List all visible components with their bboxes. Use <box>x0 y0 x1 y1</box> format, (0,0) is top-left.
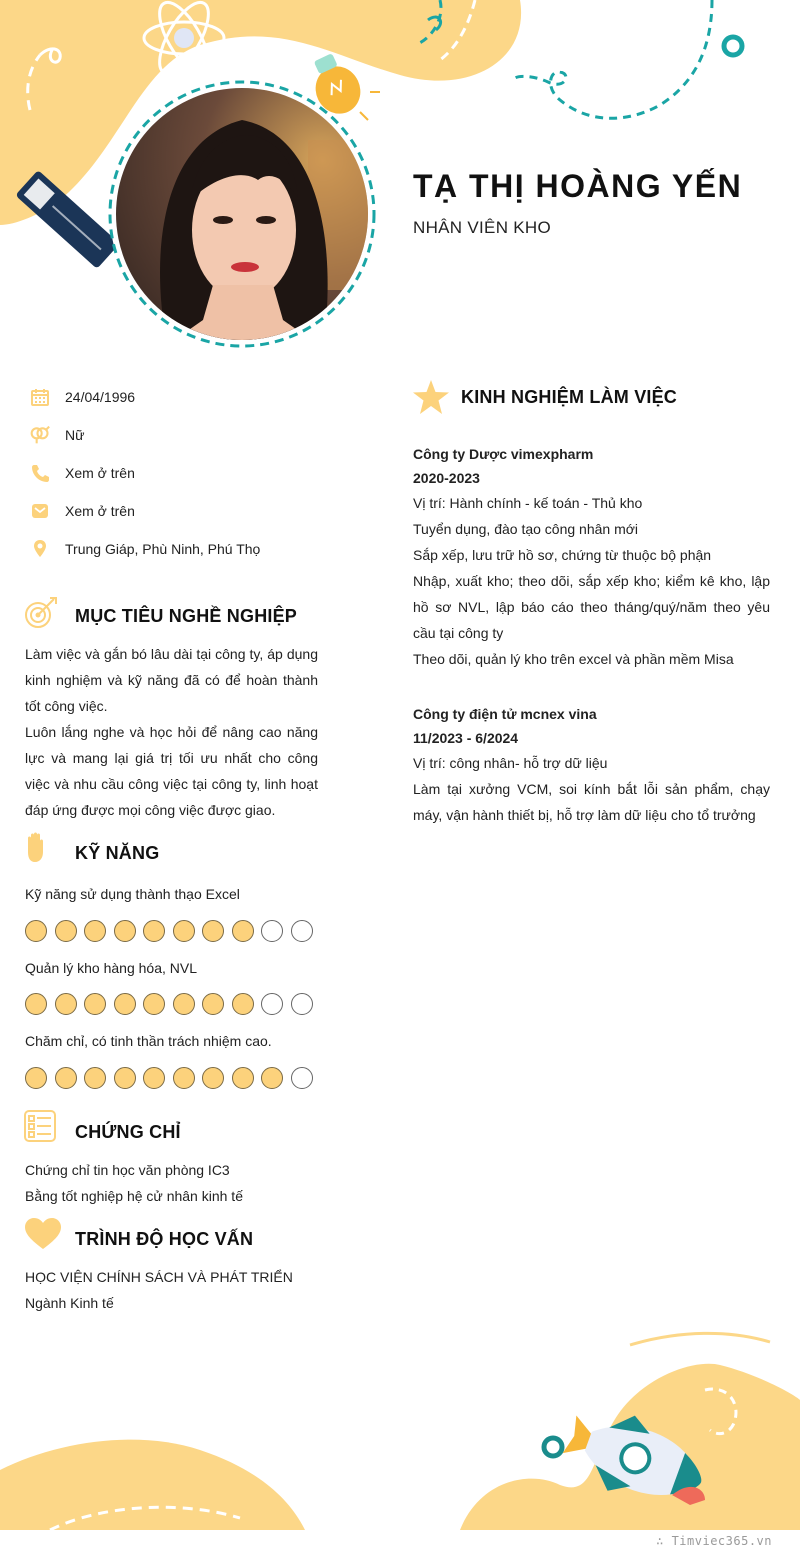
rating-dot-filled <box>173 1067 195 1089</box>
email-value: Xem ở trên <box>65 503 135 519</box>
skill-rating <box>25 1067 313 1089</box>
rating-dot-empty <box>291 920 313 942</box>
certificates-title: CHỨNG CHỈ <box>75 1122 181 1142</box>
job-line: Nhập, xuất kho; theo dõi, sắp xếp kho; kiểm kê kho, lập hồ sơ NVL, lập báo cáo theo tháng/quý/năm theo yêu cầu tại công ty <box>413 573 770 641</box>
info-phone <box>30 461 135 485</box>
rating-dot-empty <box>261 920 283 942</box>
phone-icon <box>30 463 50 483</box>
location-pin-icon <box>30 539 50 559</box>
rating-dot-filled <box>84 920 106 942</box>
gender-icon <box>30 425 50 445</box>
certificate-item: Chứng chỉ tin học văn phòng IC3 <box>25 1162 230 1178</box>
job-entry <box>413 702 770 828</box>
rating-dot-filled <box>232 920 254 942</box>
education-school: HỌC VIỆN CHÍNH SÁCH VÀ PHÁT TRIỂN <box>25 1269 293 1285</box>
info-birthday <box>30 385 136 409</box>
rating-dot-filled <box>114 1067 136 1089</box>
skills-title: KỸ NĂNG <box>75 843 160 863</box>
job-position: NHÂN VIÊN KHO <box>413 218 552 237</box>
rating-dot-filled <box>261 1067 283 1089</box>
candidate-name: TẠ THỊ HOÀNG YẾN <box>413 168 743 204</box>
skill-label: Quản lý kho hàng hóa, NVL <box>25 960 198 976</box>
job-line: Theo dõi, quản lý kho trên excel và phần mềm Misa <box>413 651 734 667</box>
job-line: Vị trí: Hành chính - kế toán - Thủ kho <box>413 495 643 511</box>
objective-paragraph: Luôn lắng nghe và học hỏi để nâng cao năng lực và mang lại giá trị tối ưu nhất cho công việc và nhu cầu công việc tại công ty, linh hoạt đáp ứng được mọi công việc được giao. <box>25 724 318 818</box>
job-company: Công ty Dược vimexpharm <box>413 446 594 462</box>
job-line: Vị trí: công nhân- hỗ trợ dữ liệu <box>413 755 608 771</box>
rating-dot-filled <box>143 993 165 1015</box>
rating-dot-filled <box>114 920 136 942</box>
objective-text <box>25 641 318 823</box>
job-period: 2020-2023 <box>413 470 480 486</box>
heart-icon <box>25 1218 61 1255</box>
rating-dot-filled <box>114 993 136 1015</box>
info-email <box>30 499 135 523</box>
watermark: ∴ Timviec365.vn <box>656 1534 772 1548</box>
rating-dot-filled <box>55 920 77 942</box>
objective-paragraph: Làm việc và gắn bó lâu dài tại công ty, áp dụng kinh nghiệm và kỹ năng đã có để hoàn thành tốt công việc. <box>25 646 318 714</box>
education-title: TRÌNH ĐỘ HỌC VẤN <box>75 1229 254 1249</box>
gender-value: Nữ <box>65 427 85 443</box>
rating-dot-filled <box>55 993 77 1015</box>
rating-dot-filled <box>25 1067 47 1089</box>
rating-dot-filled <box>143 1067 165 1089</box>
birthday-value: 24/04/1996 <box>65 389 136 405</box>
rating-dot-filled <box>25 993 47 1015</box>
rating-dot-empty <box>291 1067 313 1089</box>
target-icon <box>24 596 58 635</box>
job-company: Công ty điện tử mcnex vina <box>413 706 597 722</box>
rating-dot-filled <box>25 920 47 942</box>
skill-label: Kỹ năng sử dụng thành thạo Excel <box>25 886 240 902</box>
skill-rating <box>25 920 313 942</box>
job-line: Làm tại xưởng VCM, soi kính bắt lỗi sản phẩm, chạy máy, vận hành thiết bị, hỗ trợ làm dữ liệu cho tổ trưởng <box>413 781 770 823</box>
rating-dot-filled <box>232 993 254 1015</box>
info-gender <box>30 423 85 447</box>
job-entry <box>413 442 770 672</box>
rating-dot-empty <box>261 993 283 1015</box>
info-address <box>30 537 261 561</box>
mail-icon <box>30 501 50 521</box>
rating-dot-filled <box>202 1067 224 1089</box>
experience-title: KINH NGHIỆM LÀM VIỆC <box>461 387 678 407</box>
job-line: Sắp xếp, lưu trữ hồ sơ, chứng từ thuộc bộ phận <box>413 547 712 563</box>
rating-dot-filled <box>55 1067 77 1089</box>
calendar-icon <box>30 387 50 407</box>
rating-dot-filled <box>143 920 165 942</box>
phone-value: Xem ở trên <box>65 465 135 481</box>
rating-dot-filled <box>232 1067 254 1089</box>
checklist-icon <box>24 1110 56 1147</box>
hand-icon <box>24 832 48 869</box>
avatar <box>108 80 376 348</box>
job-line: Tuyển dụng, đào tạo công nhân mới <box>413 521 639 537</box>
rating-dot-filled <box>84 993 106 1015</box>
objective-title: MỤC TIÊU NGHỀ NGHIỆP <box>75 606 298 626</box>
certificate-item: Bằng tốt nghiệp hệ cử nhân kinh tế <box>25 1188 243 1204</box>
rating-dot-empty <box>291 993 313 1015</box>
rating-dot-filled <box>173 993 195 1015</box>
education-major: Ngành Kinh tế <box>25 1295 114 1311</box>
address-value: Trung Giáp, Phù Ninh, Phú Thọ <box>65 541 261 557</box>
rating-dot-filled <box>84 1067 106 1089</box>
rating-dot-filled <box>202 920 224 942</box>
skill-label: Chăm chỉ, có tinh thần trách nhiệm cao. <box>25 1033 272 1049</box>
job-period: 11/2023 - 6/2024 <box>413 730 519 746</box>
rating-dot-filled <box>202 993 224 1015</box>
skill-rating <box>25 993 313 1015</box>
rating-dot-filled <box>173 920 195 942</box>
star-icon <box>413 380 449 419</box>
